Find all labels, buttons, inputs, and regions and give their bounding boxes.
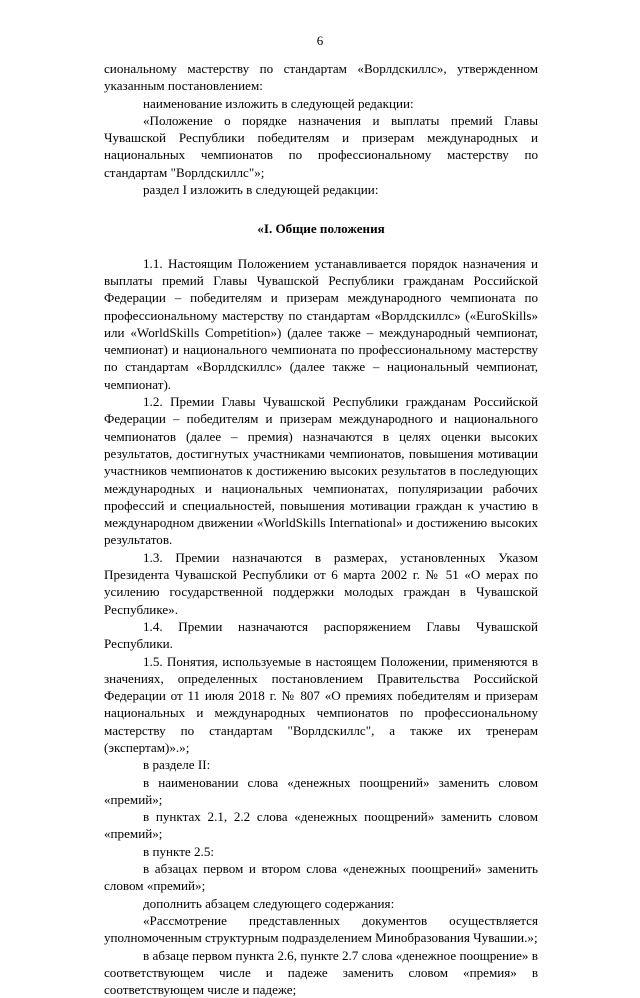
page-number: 6 [316, 33, 324, 48]
amendment-6: дополнить абзацем следующего содержания: [143, 895, 395, 911]
amendment-5: в абзацах первом и втором слова «денежных поощрений» заменить словом «премий»; [104, 861, 538, 894]
amendment-7: «Рассмотрение представленных документов осуществляется уполномоченным структурным подразделением Минобразования Чувашии.»; [104, 912, 538, 946]
paragraph-intro-3: «Положение о порядке назначения и выплаты премий Главы Чувашской Республики победителям и призерам международных и национальных чемпионатов по профессиональному мастерству по стандартам "Ворлдскиллс"»; [104, 112, 538, 180]
clause-1-3: 1.3. Премии назначаются в размерах, установленных Указом Президента Чувашской Республики от 6 марта 2002 г. № 51 «О мерах по усилению государственной поддержки молодых граждан в Чувашской Республике». [104, 549, 538, 617]
amendment-1: в разделе II: [143, 757, 211, 773]
document-body [104, 60, 538, 998]
section-heading: «I. Общие положения [257, 221, 385, 237]
paragraph-intro-1: сиональному мастерству по стандартам «Ворлдскиллс», утвержденном указанным постановлением: [104, 61, 538, 94]
clause-1-4: 1.4. Премии назначаются распоряжением Главы Чувашской Республики. [104, 618, 538, 652]
paragraph-intro-2: наименование изложить в следующей редакции: [143, 95, 414, 111]
paragraph-intro-4: раздел I изложить в следующей редакции: [143, 182, 379, 198]
clause-1-5: 1.5. Понятия, используемые в настоящем Положении, применяются в значениях, определенных постановлением Правительства Российской Федерации от 11 июля 2018 г. № 807 «О премиях победителям и призерам национальных и международных чемпионатов по профессиональному мастерству по стандартам "Ворлдскиллс", а также их тренерам (экспертам)».»; [104, 653, 538, 755]
clause-1-2: 1.2. Премии Главы Чувашской Республики гражданам Российской Федерации – победителям и призерам международного и национального чемпионатов (далее – премия) назначаются в целях оценки высоких результатов, достигнутых участниками чемпионатов, повышения мотивации участников чемпионатов к достижению высоких результатов в последующих международных и национальных чемпионатах, популяризации рабочих профессий и специальностей, повышения мотивации граждан к участию в международном движении «WorldSkills International» и достижению высоких результатов. [104, 394, 538, 548]
clause-1-1: 1.1. Настоящим Положением устанавливается порядок назначения и выплаты премий Главы Чувашской Республики гражданам Российской Федерации – победителям и призерам международного чемпионата по профессиональному мастерству по стандартам «Ворлдскиллс» («EuroSkills» или «WorldSkills Competition») (далее также – международный чемпионат, чемпионат) и национального чемпионата по профессиональному мастерству по стандартам «Ворлдскиллс» (далее также – национальный чемпионат, чемпионат). [104, 255, 538, 392]
amendment-2: в наименовании слова «денежных поощрений» заменить словом «премий»; [104, 774, 538, 807]
amendment-8: в абзаце первом пункта 2.6, пункте 2.7 слова «денежное поощрение» в соответствующем числе и падеже заменить словом «премия» в соответствующем числе и падеже; [104, 947, 538, 998]
amendment-3: в пунктах 2.1, 2.2 слова «денежных поощрений» заменить словом «премий»; [104, 809, 538, 842]
amendment-4: в пункте 2.5: [143, 843, 215, 859]
